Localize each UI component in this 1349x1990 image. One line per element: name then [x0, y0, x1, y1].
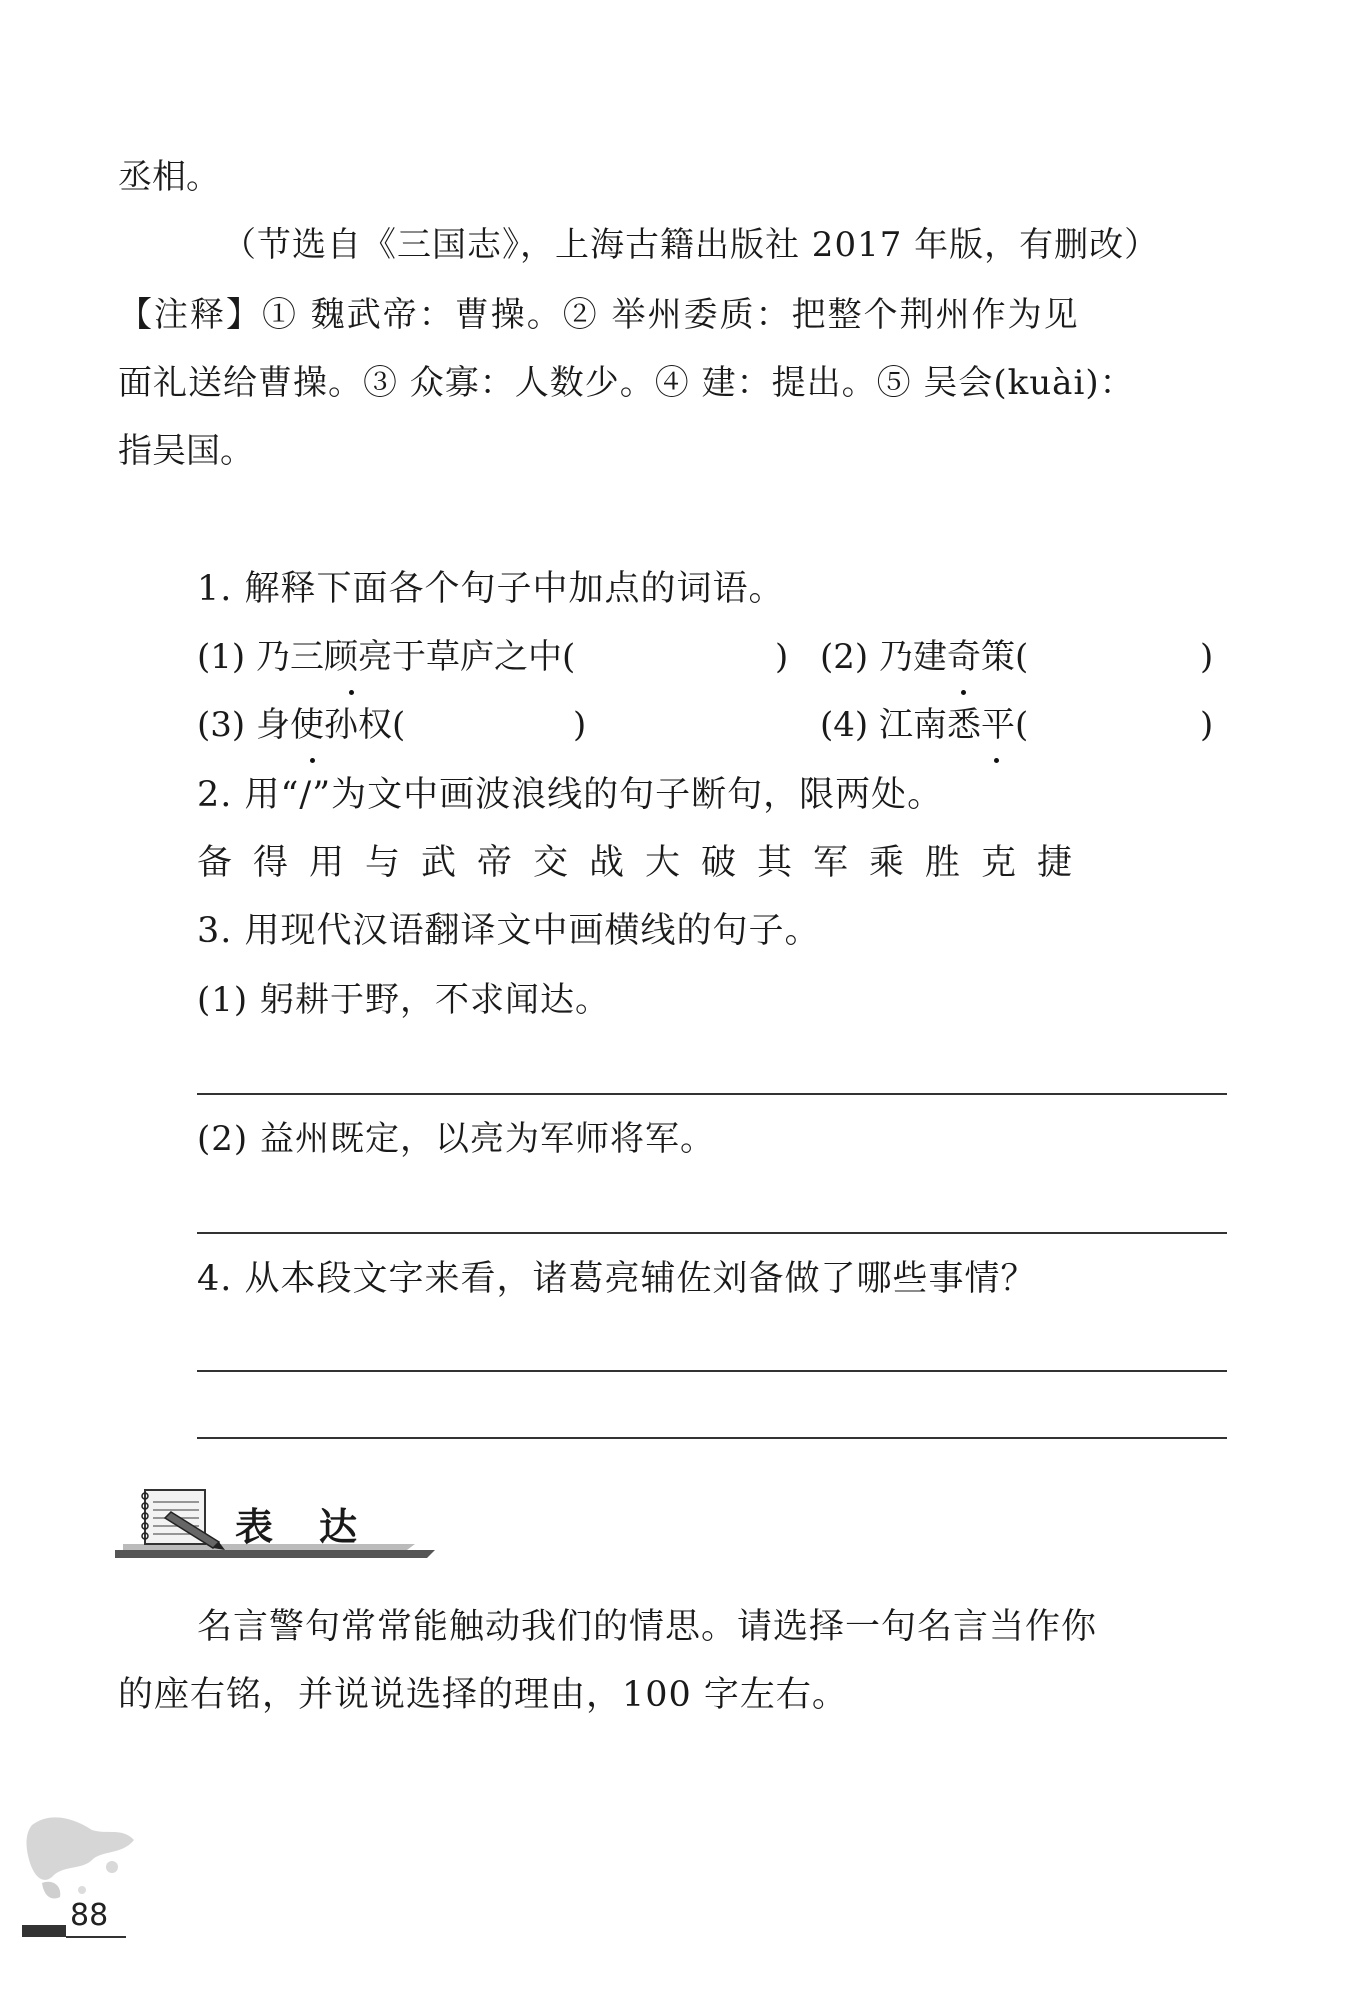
- prompt-line-2: 的座右铭，并说说选择的理由，100 字左右。: [118, 1675, 848, 1715]
- q3-item-1: (1) 躬耕于野，不求闻达。: [197, 980, 610, 1020]
- emphasis-dot: [994, 758, 999, 763]
- notes-line-1: 【注释】① 魏武帝：曹操。② 举州委质：把整个荆州作为见: [118, 295, 1080, 335]
- answer-line[interactable]: [197, 1370, 1227, 1372]
- q1-item-3: (3) 身使孙权(: [197, 705, 406, 745]
- emphasis-dot: [349, 690, 354, 695]
- answer-line[interactable]: [197, 1232, 1227, 1234]
- q4-title: 4. 从本段文字来看，诸葛亮辅佐刘备做了哪些事情？: [197, 1259, 1037, 1299]
- emphasis-dot: [310, 758, 315, 763]
- answer-line[interactable]: [197, 1093, 1227, 1095]
- section-heading-text: 表 达: [235, 1505, 362, 1549]
- q1-item-4: (4) 江南悉平(: [820, 705, 1029, 745]
- q3-title: 3. 用现代汉语翻译文中画横线的句子。: [197, 911, 821, 951]
- page-number: 88: [70, 1898, 109, 1933]
- q1-item-3-close: ): [573, 705, 587, 745]
- section-heading: [115, 1478, 435, 1558]
- q1-title: 1. 解释下面各个句子中加点的词语。: [197, 569, 785, 609]
- q1-item-1: (1) 乃三顾亮于草庐之中(: [197, 637, 576, 677]
- passage-tail: 丞相。: [118, 157, 220, 197]
- q1-item-2-close: ): [1200, 637, 1214, 677]
- answer-line[interactable]: [197, 1437, 1227, 1439]
- prompt-line-1: 名言警句常常能触动我们的情思。请选择一句名言当作你: [197, 1607, 1098, 1647]
- q1-item-4-close: ): [1200, 705, 1214, 745]
- q1-item-1-close: ): [775, 637, 789, 677]
- q2-sentence: 备得用与武帝交战大破其军乘胜克捷: [197, 843, 1094, 883]
- q2-title: 2. 用“/”为文中画波浪线的句子断句，限两处。: [197, 775, 944, 815]
- notes-line-3: 指吴国。: [118, 431, 254, 471]
- passage-source: （节选自《三国志》，上海古籍出版社 2017 年版，有删改）: [222, 225, 1160, 265]
- page-number-underline: [66, 1936, 126, 1938]
- emphasis-dot: [961, 690, 966, 695]
- q1-item-2: (2) 乃建奇策(: [820, 637, 1029, 677]
- q3-item-2: (2) 益州既定，以亮为军师将军。: [197, 1119, 715, 1159]
- notes-line-2: 面礼送给曹操。③ 众寡：人数少。④ 建：提出。⑤ 吴会(kuài)：: [118, 363, 1135, 403]
- page-number-bar: [22, 1925, 66, 1937]
